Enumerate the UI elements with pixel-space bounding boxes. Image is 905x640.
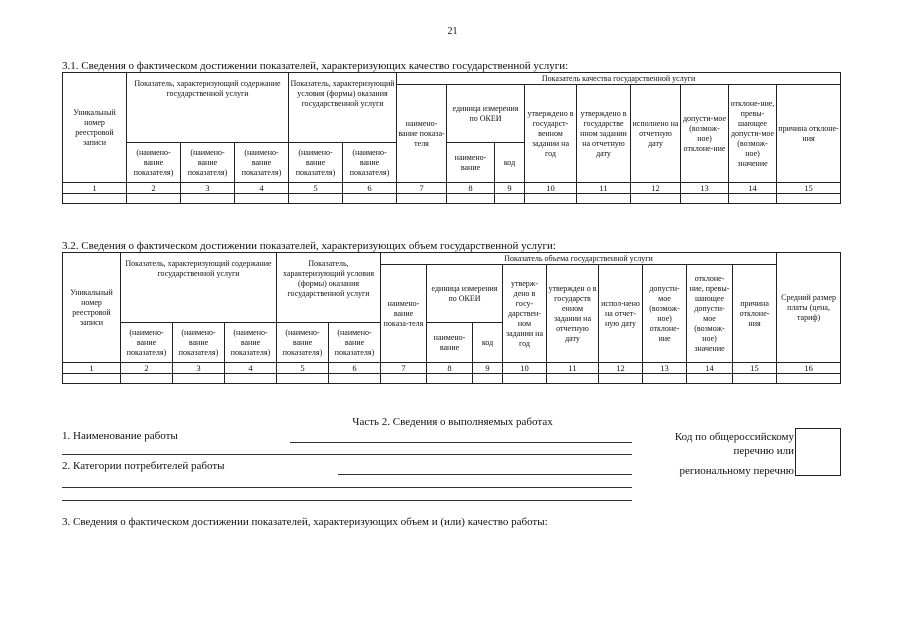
col-number: 10 <box>503 363 547 374</box>
col-number: 11 <box>577 183 631 194</box>
col-number: 7 <box>397 183 447 194</box>
content-sub-name-1: (наимено-вание показателя) <box>121 323 173 363</box>
empty-cell[interactable] <box>687 374 733 384</box>
empty-cell[interactable] <box>577 194 631 204</box>
col-number: 2 <box>127 183 181 194</box>
empty-cell[interactable] <box>427 374 473 384</box>
col-number: 12 <box>599 363 643 374</box>
empty-cell[interactable] <box>277 374 329 384</box>
col-indicator-name-header: наимено-вание показа-теля <box>381 265 427 363</box>
col-exceeding-deviation-header: отклоне-ние, превы-шающее допусти-мое (возмож-ное) значение <box>687 265 733 363</box>
empty-cell[interactable] <box>343 194 397 204</box>
work-name-label: 1. Наименование работы <box>62 430 178 442</box>
empty-data-row <box>63 194 841 204</box>
col-number: 14 <box>729 183 777 194</box>
empty-cell[interactable] <box>777 194 841 204</box>
part-2-title: Часть 2. Сведения о выполняемых работах <box>352 416 553 428</box>
col-number: 15 <box>777 183 841 194</box>
col-number: 13 <box>643 363 687 374</box>
okei-unit-name-header: наимено-вание <box>427 323 473 363</box>
empty-cell[interactable] <box>173 374 225 384</box>
col-conditions-indicator-header: Показатель, характеризующий условия (формы) оказания государственной услуги <box>277 253 381 323</box>
empty-cell[interactable] <box>473 374 503 384</box>
col-number: 9 <box>473 363 503 374</box>
col-number: 8 <box>447 183 495 194</box>
col-number: 6 <box>329 363 381 374</box>
col-approved-year-header: утверж-дено в госу-дарствен-ном задании на год <box>503 265 547 363</box>
col-conditions-indicator-header: Показатель, характеризующий условия (формы) оказания государственной услуги <box>289 73 397 143</box>
col-number: 8 <box>427 363 473 374</box>
col-indicator-name-header: наимено-вание показа-теля <box>397 85 447 183</box>
content-sub-name-1: (наимено-вание показателя) <box>127 143 181 183</box>
conditions-sub-name-2: (наимено-вание показателя) <box>343 143 397 183</box>
col-deviation-reason-header: причина отклоне-ния <box>733 265 777 363</box>
page-number: 21 <box>447 26 458 37</box>
empty-cell[interactable] <box>525 194 577 204</box>
col-okei-unit-header: единица измерения по ОКЕИ <box>447 85 525 143</box>
empty-cell[interactable] <box>495 194 525 204</box>
col-number: 6 <box>343 183 397 194</box>
col-number: 3 <box>181 183 235 194</box>
column-number-row <box>63 363 841 374</box>
empty-cell[interactable] <box>631 194 681 204</box>
content-sub-name-2: (наимено-вание показателя) <box>181 143 235 183</box>
content-sub-name-3: (наимено-вание показателя) <box>235 143 289 183</box>
col-number: 16 <box>777 363 841 374</box>
volume-indicators-table <box>62 252 841 384</box>
empty-cell[interactable] <box>643 374 687 384</box>
section-3-work-heading: 3. Сведения о фактическом достижении показателей, характеризующих объем и (или) качество работы: <box>62 516 548 528</box>
col-approved-year-header: утверждено в государст-венном задании на год <box>525 85 577 183</box>
work-name-fill-line-2[interactable] <box>62 454 632 455</box>
conditions-sub-name-1: (наимено-вание показателя) <box>277 323 329 363</box>
empty-cell[interactable] <box>599 374 643 384</box>
empty-data-row <box>63 374 841 384</box>
empty-cell[interactable] <box>127 194 181 204</box>
col-content-indicator-header: Показатель, характеризующий содержание государственной услуги <box>127 73 289 143</box>
section-3-1-heading: 3.1. Сведения о фактическом достижении показателей, характеризующих качество государственной услуги: <box>62 60 569 72</box>
empty-cell[interactable] <box>329 374 381 384</box>
col-approved-date-header: утвержден о в государств енном задании на отчетную дату <box>547 265 599 363</box>
content-sub-name-2: (наимено-вание показателя) <box>173 323 225 363</box>
section-3-2-heading: 3.2. Сведения о фактическом достижении показателей, характеризующих объем государственной услуги: <box>62 240 556 252</box>
col-number: 1 <box>63 363 121 374</box>
col-number: 5 <box>277 363 329 374</box>
col-average-price-header: Средний размер платы (цена, тариф) <box>777 253 841 363</box>
col-unique-number-header: Уникальный номер реестровой записи <box>63 73 127 183</box>
col-content-indicator-header: Показатель, характеризующий содержание государственной услуги <box>121 253 277 323</box>
conditions-sub-name-2: (наимено-вание показателя) <box>329 323 381 363</box>
col-number: 9 <box>495 183 525 194</box>
empty-cell[interactable] <box>225 374 277 384</box>
consumers-label: 2. Категории потребителей работы <box>62 460 225 472</box>
col-number: 14 <box>687 363 733 374</box>
empty-cell[interactable] <box>121 374 173 384</box>
col-number: 10 <box>525 183 577 194</box>
empty-cell[interactable] <box>729 194 777 204</box>
col-unique-number-header: Уникальный номер реестровой записи <box>63 253 121 363</box>
col-exceeding-deviation-header: отклоне-ние, превы-шающее допусти-мое (возмож-ное) значение <box>729 85 777 183</box>
empty-cell[interactable] <box>181 194 235 204</box>
col-okei-unit-header: единица измерения по ОКЕИ <box>427 265 503 323</box>
empty-cell[interactable] <box>289 194 343 204</box>
col-allowed-deviation-header: допусти-мое (возмож-ное) отклоне-ние <box>681 85 729 183</box>
col-volume-indicator-header: Показатель объема государственной услуги <box>381 253 777 265</box>
empty-cell[interactable] <box>681 194 729 204</box>
col-number: 12 <box>631 183 681 194</box>
empty-cell[interactable] <box>777 374 841 384</box>
okei-unit-code-header: код <box>473 323 503 363</box>
conditions-sub-name-1: (наимено-вание показателя) <box>289 143 343 183</box>
empty-cell[interactable] <box>63 194 127 204</box>
content-sub-name-3: (наимено-вание показателя) <box>225 323 277 363</box>
column-number-row <box>63 183 841 194</box>
col-number: 4 <box>235 183 289 194</box>
empty-cell[interactable] <box>547 374 599 384</box>
consumers-fill-line-3[interactable] <box>62 500 632 501</box>
col-number: 1 <box>63 183 127 194</box>
work-name-fill-line[interactable] <box>290 442 632 443</box>
col-approved-date-header: утверждено в государстве нном задании на отчетную дату <box>577 85 631 183</box>
col-number: 4 <box>225 363 277 374</box>
col-number: 5 <box>289 183 343 194</box>
quality-indicators-table <box>62 72 841 204</box>
empty-cell[interactable] <box>235 194 289 204</box>
okei-unit-name-header: наимено-вание <box>447 143 495 183</box>
col-deviation-reason-header: причина отклоне-ния <box>777 85 841 183</box>
registry-code-label: Код по общероссийскому перечню или региональному перечню <box>674 431 794 477</box>
col-number: 11 <box>547 363 599 374</box>
col-quality-indicator-header: Показатель качества государственной услуги <box>397 73 841 85</box>
col-executed-header: исполнено на отчетную дату <box>631 85 681 183</box>
empty-cell[interactable] <box>447 194 495 204</box>
col-allowed-deviation-header: допусти-мое (возмож-ное) отклоне-ние <box>643 265 687 363</box>
col-number: 7 <box>381 363 427 374</box>
consumers-fill-line-2[interactable] <box>62 487 632 488</box>
empty-cell[interactable] <box>381 374 427 384</box>
empty-cell[interactable] <box>733 374 777 384</box>
col-number: 13 <box>681 183 729 194</box>
consumers-fill-line[interactable] <box>338 474 632 475</box>
col-number: 3 <box>173 363 225 374</box>
col-number: 2 <box>121 363 173 374</box>
registry-code-box[interactable] <box>795 428 841 476</box>
empty-cell[interactable] <box>63 374 121 384</box>
okei-unit-code-header: код <box>495 143 525 183</box>
col-executed-header: испол-нено на отчет-ную дату <box>599 265 643 363</box>
empty-cell[interactable] <box>503 374 547 384</box>
empty-cell[interactable] <box>397 194 447 204</box>
col-number: 15 <box>733 363 777 374</box>
